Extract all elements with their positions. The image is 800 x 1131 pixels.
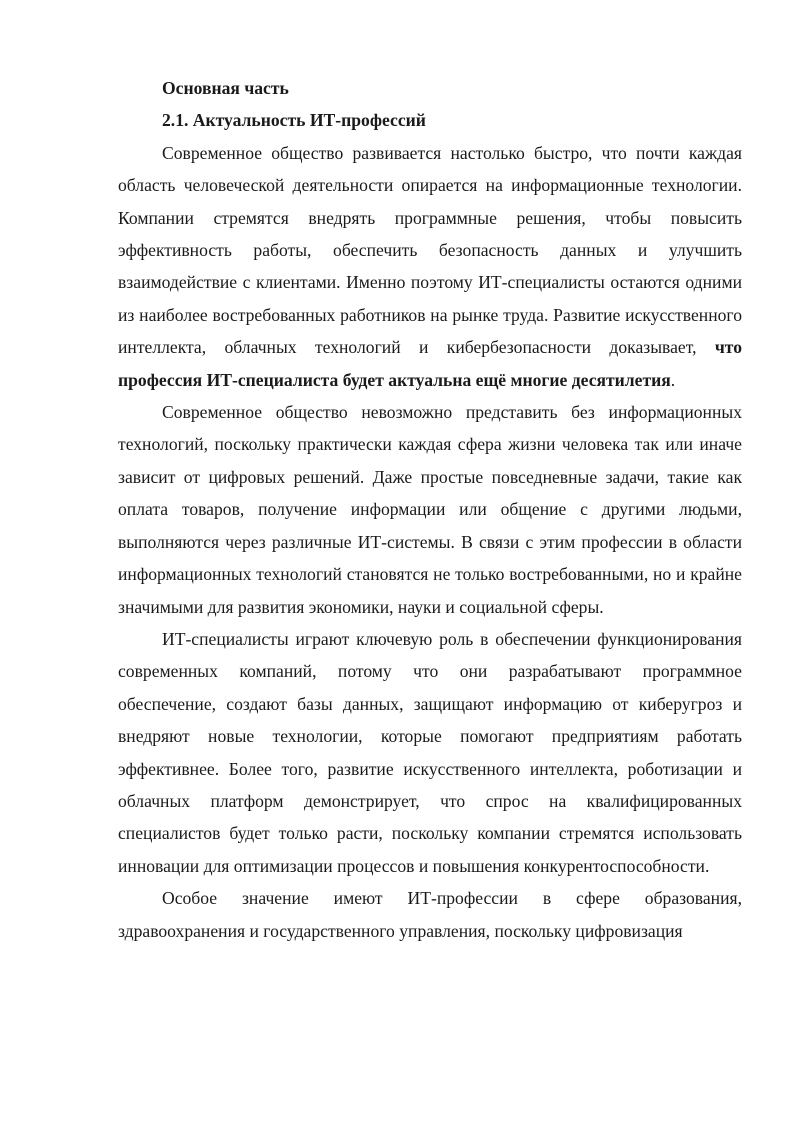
paragraph-1-end: .	[670, 369, 676, 390]
paragraph-1	[118, 137, 742, 396]
document-body	[118, 72, 742, 947]
paragraph-1-text: Современное общество развивается настолько быстро, что почти каждая область человеческой деятельности опирается на информационные технологии. Компании стремятся внедрять программные решения, чтобы повысить эффективность работы, обеспечить безопасность данных и улучшить взаимодействие с клиентами. Именно поэтому ИТ-специалисты остаются одними из наиболее востребованных работников на рынке труда. Развитие искусственного интеллекта, облачных технологий и кибербезопасности доказывает,	[118, 142, 742, 358]
paragraph-4: Особое значение имеют ИТ-профессии в сфере образования, здравоохранения и государственного управления, поскольку цифровизация	[118, 888, 742, 941]
subsection-title: 2.1. Актуальность ИТ-профессий	[162, 110, 426, 131]
paragraph-2: Современное общество невозможно представить без информационных технологий, поскольку практически каждая сфера жизни человека так или иначе зависит от цифровых решений. Даже простые повседневные задачи, такие как оплата товаров, получение информации или общение с другими людьми, выполняются через различные ИТ-системы. В связи с этим профессии в области информационных технологий становятся не только востребованными, но и крайне значимыми для развития экономики, науки и социальной сферы.	[118, 402, 742, 617]
section-title: Основная часть	[162, 78, 289, 98]
paragraph-3: ИТ-специалисты играют ключевую роль в обеспечении функционирования современных компаний, потому что они разрабатывают программное обеспечение, создают базы данных, защищают информацию от киберугроз и внедряют новые технологии, которые помогают предприятиям работать эффективнее. Более того, развитие искусственного интеллекта, роботизации и облачных платформ демонстрирует, что спрос на квалифицированных специалистов будет только расти, поскольку компании стремятся использовать инновации для оптимизации процессов и повышения конкурентоспособности.	[118, 628, 742, 876]
paragraph-1-bold-text: что профессия ИТ-специалиста будет актуальна ещё многие десятилетия	[118, 337, 742, 390]
